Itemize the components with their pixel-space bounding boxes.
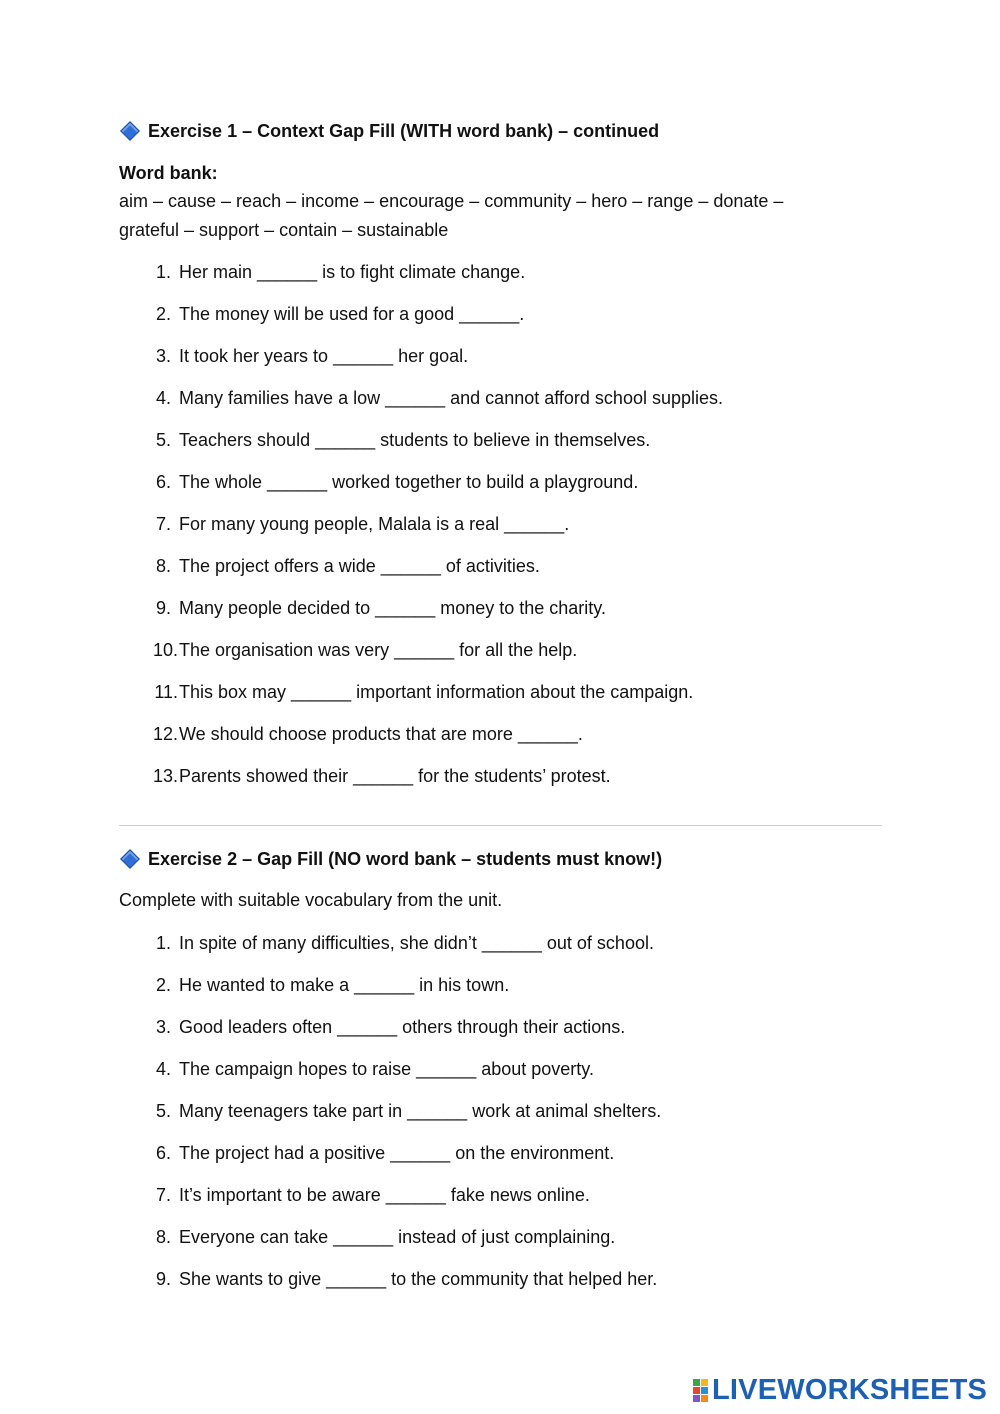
item-number: 8. — [155, 1227, 171, 1247]
list-item — [119, 1268, 661, 1310]
list-item — [119, 681, 723, 723]
exercise2-title: Exercise 2 – Gap Fill (NO word bank – students must know!) — [148, 849, 663, 869]
exercise2-list — [119, 932, 661, 1310]
item-sentence: Everyone can take ______ instead of just complaining. — [179, 1227, 616, 1247]
item-number: 7. — [155, 514, 171, 534]
list-item — [119, 513, 723, 555]
word-bank-label: Word bank: — [119, 163, 218, 183]
item-sentence: The campaign hopes to raise ______ about poverty. — [179, 1059, 594, 1079]
item-number: 3. — [155, 346, 171, 366]
item-sentence: The organisation was very ______ for all the help. — [179, 640, 578, 660]
item-sentence: This box may ______ important information about the campaign. — [179, 682, 694, 702]
diamond-bullet-icon — [120, 121, 140, 141]
item-sentence: Many families have a low ______ and cannot afford school supplies. — [179, 388, 724, 408]
list-item — [119, 555, 723, 597]
logo-text: LIVEWORKSHEETS — [712, 1374, 988, 1406]
list-item — [119, 1100, 661, 1142]
item-sentence: In spite of many difficulties, she didn’t ______ out of school. — [179, 933, 654, 953]
item-number: 2. — [155, 304, 171, 324]
item-sentence: The money will be used for a good ______. — [179, 304, 525, 324]
item-number: 7. — [155, 1185, 171, 1205]
word-bank-line: grateful – support – contain – sustainable — [119, 220, 449, 240]
exercise1-title: Exercise 1 – Context Gap Fill (WITH word bank) – continued — [148, 121, 660, 141]
exercise1-list — [119, 261, 723, 807]
list-item — [119, 1226, 661, 1268]
item-number: 10. — [152, 640, 178, 660]
item-number: 6. — [155, 472, 171, 492]
item-sentence: We should choose products that are more ______. — [179, 724, 583, 744]
liveworksheets-logo-icon — [693, 1379, 708, 1402]
item-sentence: Her main ______ is to fight climate change. — [179, 262, 526, 282]
exercise2-instruction: Complete with suitable vocabulary from the unit. — [119, 890, 503, 910]
item-number: 11. — [154, 682, 178, 702]
item-number: 3. — [155, 1017, 171, 1037]
list-item — [119, 974, 661, 1016]
item-number: 9. — [155, 1269, 171, 1289]
item-number: 6. — [155, 1143, 171, 1163]
item-sentence: He wanted to make a ______ in his town. — [179, 975, 510, 995]
list-item — [119, 1184, 661, 1226]
exercise2-heading — [119, 848, 662, 870]
item-sentence: The project had a positive ______ on the environment. — [179, 1143, 615, 1163]
item-number: 9. — [155, 598, 171, 618]
list-item — [119, 471, 723, 513]
item-sentence: Many teenagers take part in ______ work at animal shelters. — [179, 1101, 662, 1121]
word-bank-line: aim – cause – reach – income – encourage – community – hero – range – donate – — [119, 191, 784, 211]
section-divider — [119, 825, 882, 826]
list-item — [119, 597, 723, 639]
item-number: 1. — [155, 262, 171, 282]
item-sentence: Teachers should ______ students to believe in themselves. — [179, 430, 651, 450]
list-item — [119, 1016, 661, 1058]
item-sentence: Good leaders often ______ others through their actions. — [179, 1017, 626, 1037]
item-sentence: It took her years to ______ her goal. — [179, 346, 469, 366]
list-item — [119, 345, 723, 387]
item-number: 4. — [155, 1059, 171, 1079]
item-number: 2. — [155, 975, 171, 995]
list-item — [119, 765, 723, 807]
word-bank-list — [119, 187, 839, 245]
item-number: 4. — [155, 388, 171, 408]
item-sentence: The whole ______ worked together to build a playground. — [179, 472, 639, 492]
item-number: 5. — [155, 430, 171, 450]
list-item — [119, 303, 723, 345]
list-item — [119, 1142, 661, 1184]
item-sentence: Parents showed their ______ for the students’ protest. — [179, 766, 611, 786]
exercise1-heading — [119, 120, 659, 142]
list-item — [119, 1058, 661, 1100]
item-sentence: She wants to give ______ to the community that helped her. — [179, 1269, 658, 1289]
item-sentence: Many people decided to ______ money to the charity. — [179, 598, 606, 618]
list-item — [119, 261, 723, 303]
item-number: 13. — [152, 766, 178, 786]
item-number: 5. — [155, 1101, 171, 1121]
item-sentence: The project offers a wide ______ of activities. — [179, 556, 540, 576]
list-item — [119, 639, 723, 681]
list-item — [119, 387, 723, 429]
diamond-bullet-icon — [120, 849, 140, 869]
item-number: 12. — [152, 724, 178, 744]
liveworksheets-logo — [693, 1376, 987, 1405]
list-item — [119, 429, 723, 471]
list-item — [119, 932, 661, 974]
item-sentence: For many young people, Malala is a real ______. — [179, 514, 570, 534]
list-item — [119, 723, 723, 765]
item-number: 1. — [155, 933, 171, 953]
item-number: 8. — [155, 556, 171, 576]
item-sentence: It’s important to be aware ______ fake news online. — [179, 1185, 590, 1205]
